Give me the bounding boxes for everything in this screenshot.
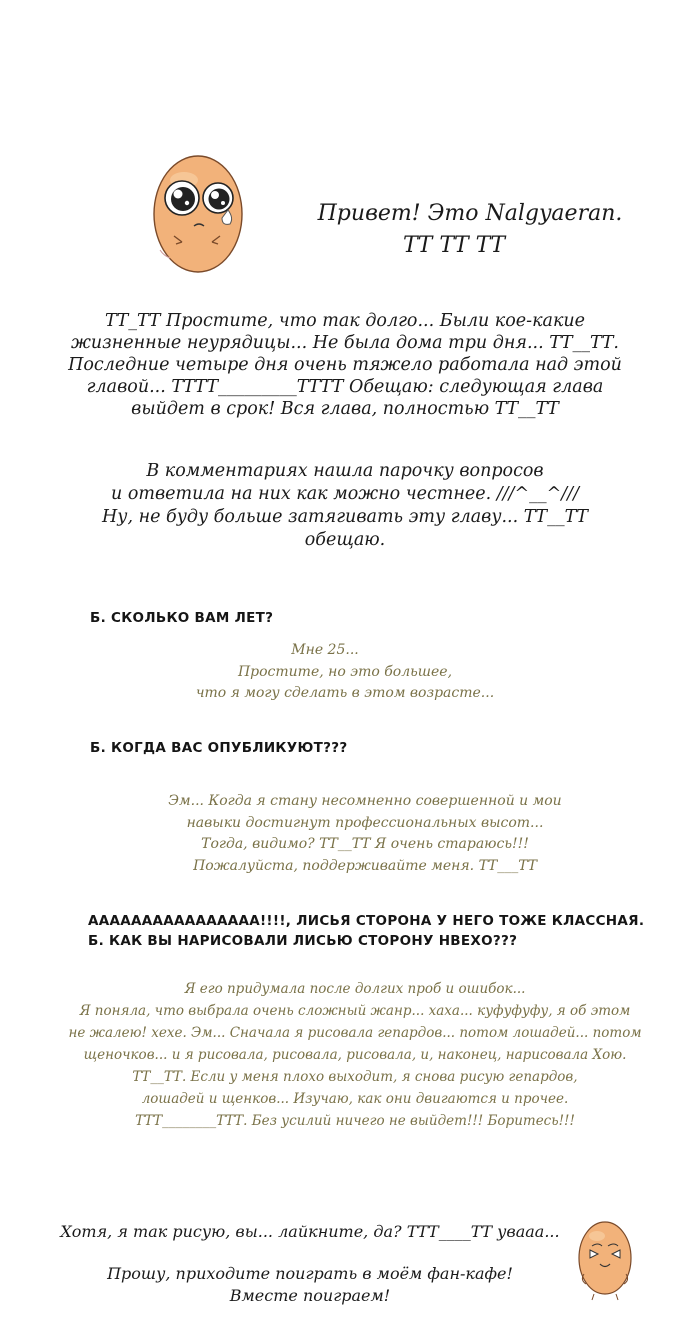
question-line: Б. КОГДА ВАС ОПУБЛИКУЮТ???	[90, 740, 348, 756]
answer-line: Эм... Когда я стану несомненно совершенной и мои	[168, 793, 562, 809]
footer-line: Вместе поиграем!	[229, 1286, 391, 1305]
comments-line: Ну, не буду больше затягивать эту главу... ТТ__ТТ	[102, 507, 588, 527]
greeting-line-2: ТТ ТТ ТТ	[402, 233, 506, 258]
comments-line: В комментариях нашла парочку вопросов	[146, 461, 544, 481]
comments-paragraph	[40, 460, 650, 552]
answer-3	[60, 978, 650, 1132]
question-line: Б. СКОЛЬКО ВАМ ЛЕТ?	[90, 610, 274, 626]
intro-line: жизненные неурядицы... Не была дома три дня... ТТ__ТТ.	[71, 333, 619, 353]
answer-line: не жалею! хехе. Эм... Сначала я рисовала гепардов... потом лошадей... потом	[68, 1025, 642, 1041]
answer-line: Я поняла, что выбрала очень сложный жанр... хаха... куфуфуфу, я об этом	[79, 1003, 631, 1019]
footer-fan-cafe	[30, 1263, 590, 1307]
answer-2	[130, 791, 600, 877]
answer-line: Мне 25...	[291, 642, 359, 658]
answer-line: навыки достигнут профессиональных высот...	[186, 814, 544, 831]
answer-line: лошадей и щенков... Изучаю, как они двигаются и прочее.	[141, 1091, 569, 1107]
greeting	[270, 198, 670, 262]
question-line: АААААААААААААААА!!!!, ЛИСЬЯ СТОРОНА У НЕГО ТОЖЕ КЛАССНАЯ.	[88, 913, 645, 929]
greeting-line-1: Привет! Это Nalgyaeran.	[317, 201, 623, 226]
answer-line: Пожалуйста, поддерживайте меня. ТТ___ТТ	[193, 857, 537, 874]
question-1	[90, 610, 273, 626]
footer-like-request: Хотя, я так рисую, вы... лайкните, да? ТТТ____ТТ уваaa...	[60, 1222, 560, 1241]
answer-1	[150, 640, 540, 705]
answer-line: Простите, но это большее,	[237, 663, 453, 680]
answer-line: Тогда, видимо? ТТ__ТТ Я очень стараюсь!!!	[201, 836, 529, 852]
intro-line: выйдет в срок! Вся глава, полностью ТТ__ТТ	[131, 399, 559, 419]
answer-line: ТТТ________ТТТ. Без усилий ничего не выйдет!!! Боритесь!!!	[135, 1113, 575, 1129]
question-3	[88, 911, 644, 951]
intro-line: ТТ_ТТ Простите, что так долго... Были кое-какие	[104, 311, 586, 331]
footer-line: Прошу, приходите поиграть в моём фан-кафе!	[107, 1264, 513, 1283]
answer-line: Я его придумала после долгих проб и ошибок...	[184, 981, 526, 997]
question-line: Б. КАК ВЫ НАРИСОВАЛИ ЛИСЬЮ СТОРОНУ НВЕХО???	[88, 933, 518, 949]
intro-line: главой... ТТТТ_________ТТТТ Обещаю: следующая глава	[86, 377, 604, 397]
answer-line: ТТ__ТТ. Если у меня плохо выходит, я снова рисую гепардов,	[132, 1069, 578, 1085]
smiling-egg-mascot-icon	[570, 1212, 640, 1302]
comments-line: и ответила на них как можно честнее. ///^__^///	[111, 484, 579, 504]
comments-line: обещаю.	[304, 530, 386, 550]
question-2	[90, 740, 348, 756]
intro-line: Последние четыре дня очень тяжело работала над этой	[68, 355, 622, 375]
intro-paragraph	[40, 310, 650, 420]
answer-line: щеночков... и я рисовала, рисовала, рисовала, и, наконец, нарисовала Хою.	[83, 1047, 627, 1063]
answer-line: что я могу сделать в этом возрасте...	[195, 685, 495, 701]
